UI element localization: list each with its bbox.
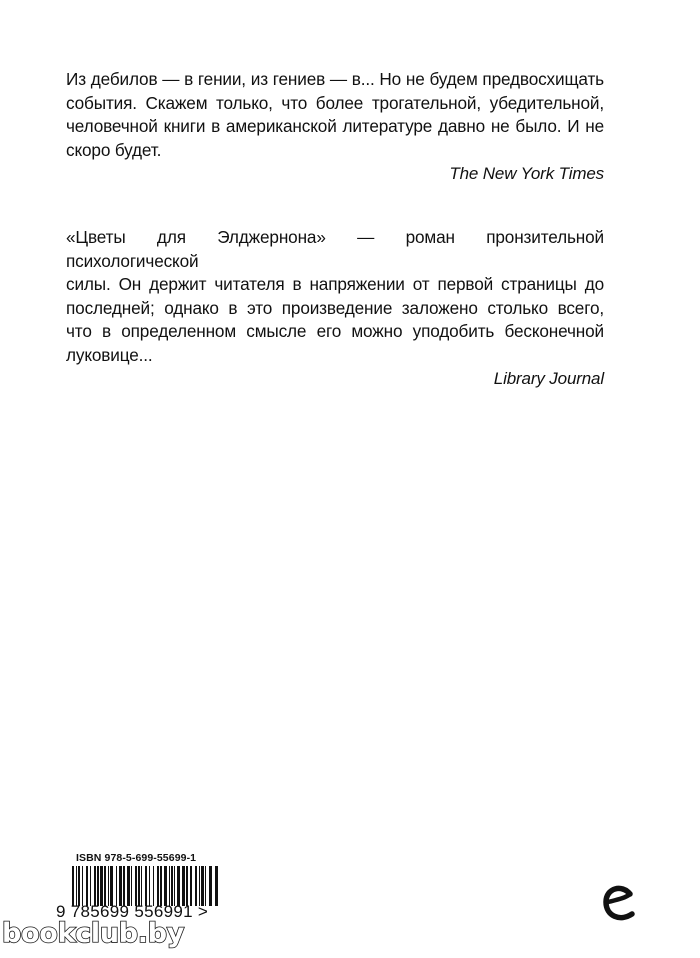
quote-line: силы. Он держит читателя в напряжении от первой страницы до [66, 274, 604, 294]
barcode-bar [94, 866, 96, 906]
barcode-bar [97, 866, 99, 906]
barcode-bar [149, 866, 150, 906]
barcode-bar [141, 866, 142, 906]
watermark-text: bookclub.by [2, 918, 185, 949]
quote-line: события. Скажем только, что более трогательной, убедительной, [66, 92, 604, 113]
barcode-bar [90, 866, 91, 906]
barcode-bar [160, 866, 162, 906]
barcode-bar [82, 866, 83, 906]
barcode-bar [171, 866, 173, 906]
isbn-label: ISBN 978-5-699-55699-1 [76, 852, 197, 864]
barcode-bar [145, 866, 147, 906]
barcode-bar [110, 866, 113, 906]
barcode-bar [72, 866, 74, 906]
quote-nyt [66, 68, 604, 186]
quote-line: скоро будет. [66, 139, 162, 160]
quote-source: The New York Times [449, 164, 604, 183]
barcode-bar [209, 866, 212, 906]
barcode-bar [174, 866, 175, 906]
quote-line: Из дебилов — в гении, из гениев — в... Но не будем предвосхищать [66, 69, 604, 89]
barcode-digits: 9 785699 556991 > [56, 902, 209, 921]
quote-line: что в определенном смысле его можно уподобить бесконечной [66, 321, 604, 341]
quote-line: луковице... [66, 344, 153, 365]
barcode-bar [190, 866, 192, 906]
quote-library-journal [66, 226, 604, 391]
barcode-bar [131, 866, 132, 906]
barcode-bar [76, 866, 77, 906]
barcode-bar [86, 866, 88, 906]
barcode-bar [135, 866, 137, 906]
quote-line: «Цветы для Элджернона» — роман пронзительной психологической [66, 227, 604, 271]
barcode-bar [177, 866, 180, 906]
barcode-bar [195, 866, 197, 906]
barcode-bar [123, 866, 125, 906]
barcode-bar [186, 866, 188, 906]
barcode-bar [108, 866, 109, 906]
barcode-bar [205, 866, 206, 906]
quote-line: человечной книги в американской литературе давно не было. И не [66, 116, 604, 136]
publisher-e-logo-icon [600, 880, 640, 930]
barcode-bar [153, 866, 154, 906]
barcode-bar [78, 866, 80, 906]
barcode-bar [119, 866, 122, 906]
quote-source: Library Journal [493, 369, 604, 388]
barcode-bar [157, 866, 159, 906]
barcode-bar [104, 866, 106, 906]
barcode-bar [201, 866, 204, 906]
barcode-bar [116, 866, 117, 906]
barcode-bar [100, 866, 103, 906]
barcode-bar [169, 866, 170, 906]
barcode-bar [164, 866, 167, 906]
barcode-bar [182, 866, 185, 906]
barcode-bar [127, 866, 130, 906]
barcode-bar [138, 866, 140, 906]
barcode-bar [215, 866, 218, 906]
quote-line: последней; однако в это произведение заложено столько всего, [66, 297, 604, 318]
barcode-bar [199, 866, 200, 906]
